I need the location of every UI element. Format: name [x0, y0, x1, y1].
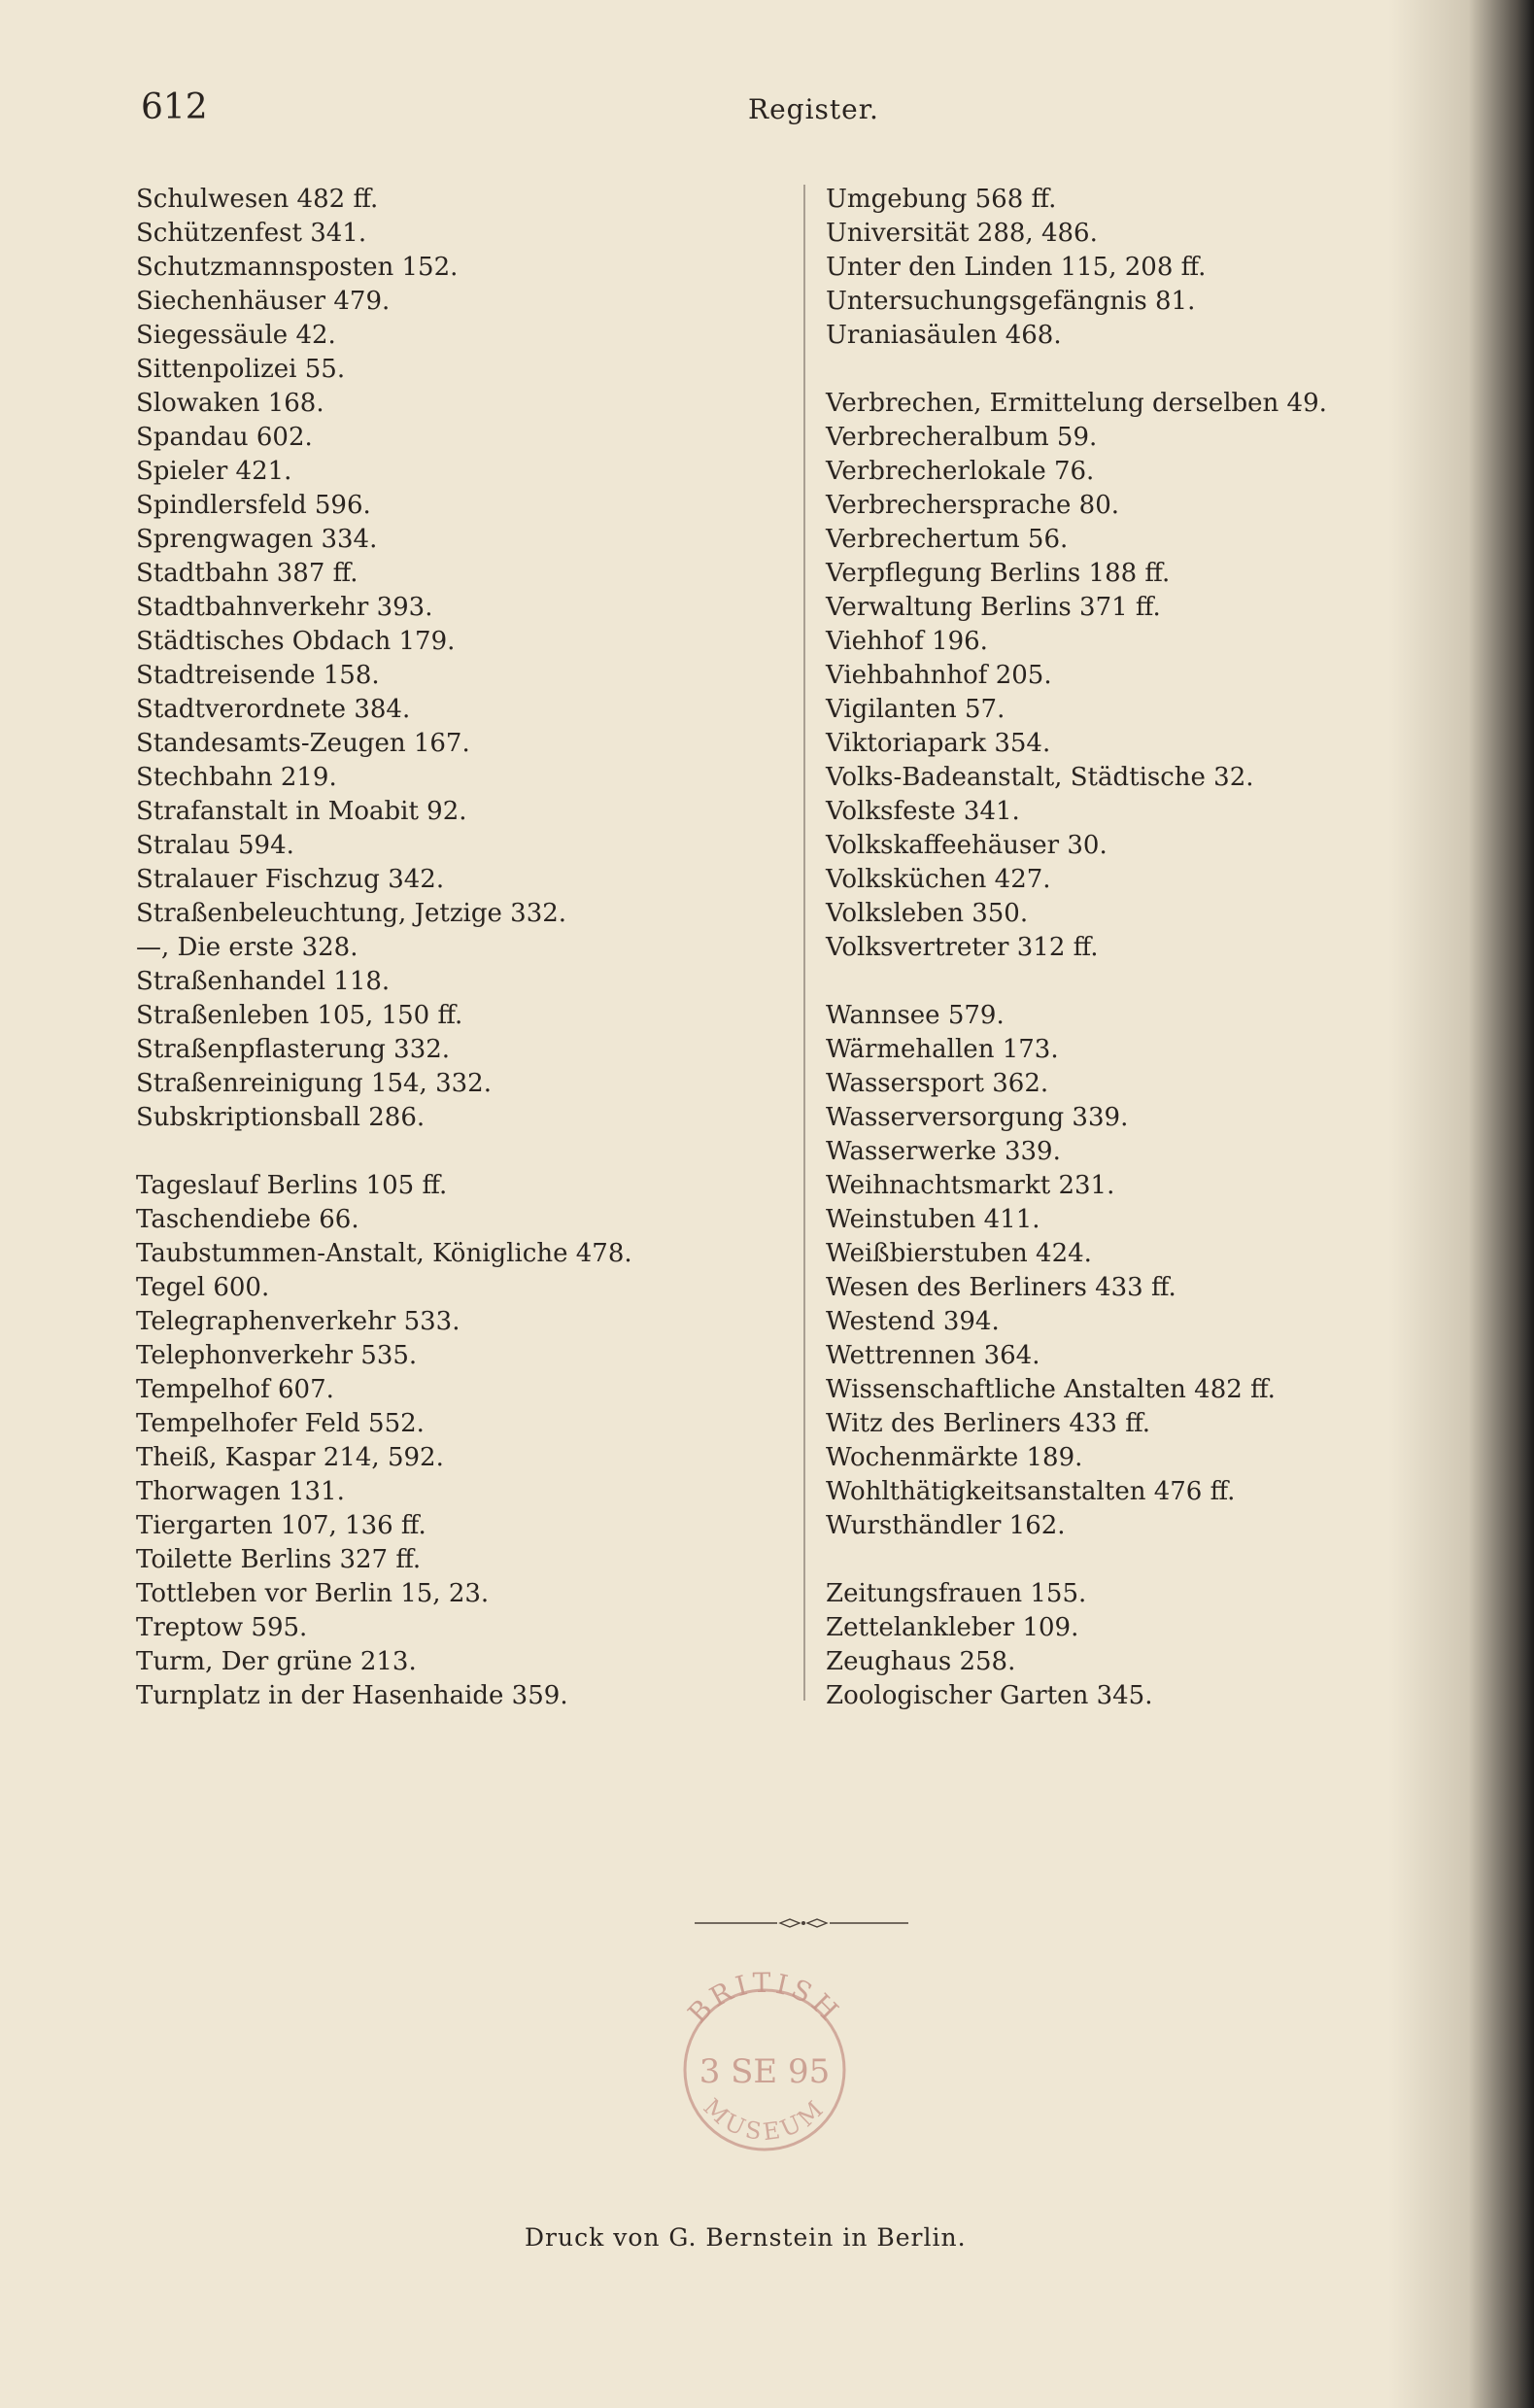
index-entry: Straßenpflasterung 332.	[136, 1035, 451, 1064]
printer-imprint: Druck von G. Bernstein in Berlin.	[525, 2223, 967, 2252]
index-entry: Wissenschaftliche Anstalten 482 ff.	[826, 1375, 1276, 1404]
index-entry: Wesen des Berliners 433 ff.	[826, 1273, 1176, 1302]
index-entry: Tiergarten 107, 136 ff.	[136, 1511, 426, 1540]
index-entry: Zoologischer Garten 345.	[826, 1681, 1153, 1710]
index-entry: Wasserwerke 339.	[826, 1137, 1061, 1166]
index-group-u	[826, 183, 1327, 353]
index-entry: Standesamts-Zeugen 167.	[136, 729, 470, 758]
svg-text:BRITISH	[682, 1968, 847, 2030]
index-entry: Stadtbahnverkehr 393.	[136, 593, 433, 622]
index-entry: Verbrecheralbum 59.	[826, 423, 1098, 452]
index-entry: Verbrechertum 56.	[826, 525, 1069, 554]
page-number: 612	[141, 87, 208, 127]
svg-text:MUSEUM	[699, 2093, 832, 2146]
index-entry: Telephonverkehr 535.	[136, 1341, 418, 1370]
index-entry: Straßenbeleuchtung, Jetzige 332.	[136, 899, 567, 928]
index-entry: Witz des Berliners 433 ff.	[826, 1409, 1151, 1438]
index-entry: Volkskaffeehäuser 30.	[826, 831, 1108, 860]
index-entry: Wannsee 579.	[826, 1001, 1005, 1030]
index-entry: Volksfeste 341.	[826, 797, 1020, 826]
index-entry: Turm, Der grüne 213.	[136, 1647, 417, 1676]
index-entry: Wettrennen 364.	[826, 1341, 1040, 1370]
index-entry: Toilette Berlins 327 ff.	[136, 1545, 422, 1574]
index-entry: Theiß, Kaspar 214, 592.	[136, 1443, 444, 1472]
index-entry: Spieler 421.	[136, 457, 292, 486]
index-entry: Stadtbahn 387 ff.	[136, 559, 358, 588]
index-column-left	[136, 183, 632, 1713]
museum-stamp	[653, 1968, 876, 2152]
index-entry: Subskriptionsball 286.	[136, 1103, 426, 1132]
index-entry: —, Die erste 328.	[136, 933, 358, 962]
index-entry: Volks-Badeanstalt, Städtische 32.	[826, 763, 1254, 792]
index-entry: Stralau 594.	[136, 831, 294, 860]
index-entry: Volksvertreter 312 ff.	[826, 933, 1099, 962]
index-entry: Weihnachtsmarkt 231.	[826, 1171, 1115, 1200]
index-group-w	[826, 999, 1327, 1543]
index-entry: Sittenpolizei 55.	[136, 355, 346, 384]
index-column-right	[826, 183, 1327, 1713]
index-entry: Zeitungsfrauen 155.	[826, 1579, 1087, 1608]
index-entry: Wasserversorgung 339.	[826, 1103, 1129, 1132]
index-entry: Uraniasäulen 468.	[826, 321, 1062, 350]
index-entry: Siechenhäuser 479.	[136, 287, 391, 316]
index-entry: Spindlersfeld 596.	[136, 491, 371, 520]
index-entry: Spandau 602.	[136, 423, 313, 452]
ornament-divider	[695, 1917, 908, 1929]
index-entry: Vigilanten 57.	[826, 695, 1006, 724]
index-entry: Taubstummen-Anstalt, Königliche 478.	[136, 1239, 632, 1268]
column-divider	[803, 185, 805, 1701]
index-entry: Taschendiebe 66.	[136, 1205, 359, 1234]
index-group-z	[826, 1577, 1327, 1713]
index-group-v	[826, 387, 1327, 965]
index-entry: Wärmehallen 173.	[826, 1035, 1059, 1064]
index-entry: Verwaltung Berlins 371 ff.	[826, 593, 1161, 622]
index-entry: Tempelhof 607.	[136, 1375, 334, 1404]
index-entry: Verbrecherlokale 76.	[826, 457, 1095, 486]
index-entry: Untersuchungsgefängnis 81.	[826, 287, 1196, 316]
index-entry: Städtisches Obdach 179.	[136, 627, 456, 656]
stamp-date: 3 SE 95	[699, 2052, 831, 2091]
index-entry: Tempelhofer Feld 552.	[136, 1409, 425, 1438]
index-entry: Siegessäule 42.	[136, 321, 336, 350]
index-entry: Schulwesen 482 ff.	[136, 185, 379, 214]
index-entry: Schützenfest 341.	[136, 219, 367, 248]
index-entry: Weißbierstuben 424.	[826, 1239, 1092, 1268]
index-entry: Viehbahnhof 205.	[826, 661, 1052, 690]
index-entry: Westend 394.	[826, 1307, 1000, 1336]
index-entry: Strafanstalt in Moabit 92.	[136, 797, 467, 826]
index-entry: Verbrechersprache 80.	[826, 491, 1120, 520]
index-entry: Straßenreinigung 154, 332.	[136, 1069, 492, 1098]
index-entry: Wochenmärkte 189.	[826, 1443, 1083, 1472]
index-entry: Weinstuben 411.	[826, 1205, 1040, 1234]
index-entry: Tottleben vor Berlin 15, 23.	[136, 1579, 490, 1608]
index-entry: Thorwagen 131.	[136, 1477, 345, 1506]
index-entry: Treptow 595.	[136, 1613, 308, 1642]
index-entry: Wursthändler 162.	[826, 1511, 1066, 1540]
index-entry: Stechbahn 219.	[136, 763, 337, 792]
index-entry: Verbrechen, Ermittelung derselben 49.	[826, 389, 1327, 418]
index-entry: Universität 288, 486.	[826, 219, 1098, 248]
page-edge-shadow	[1388, 0, 1534, 2408]
index-entry: Volksleben 350.	[826, 899, 1029, 928]
index-entry: Stadtreisende 158.	[136, 661, 380, 690]
index-entry: Wassersport 362.	[826, 1069, 1049, 1098]
index-entry: Telegraphenverkehr 533.	[136, 1307, 460, 1336]
index-entry: Unter den Linden 115, 208 ff.	[826, 253, 1207, 282]
index-entry: Umgebung 568 ff.	[826, 185, 1057, 214]
index-entry: Zeughaus 258.	[826, 1647, 1016, 1676]
index-entry: Slowaken 168.	[136, 389, 324, 418]
index-entry: Zettelankleber 109.	[826, 1613, 1079, 1642]
index-entry: Viktoriapark 354.	[826, 729, 1051, 758]
index-entry: Turnplatz in der Hasenhaide 359.	[136, 1681, 568, 1710]
index-entry: Tegel 600.	[136, 1273, 270, 1302]
index-entry: Sprengwagen 334.	[136, 525, 378, 554]
index-entry: Stadtverordnete 384.	[136, 695, 411, 724]
index-entry: Straßenhandel 118.	[136, 967, 391, 996]
index-entry: Schutzmannsposten 152.	[136, 253, 459, 282]
stamp-text-bottom: MUSEUM	[698, 2093, 832, 2147]
index-entry: Viehhof 196.	[826, 627, 988, 656]
index-entry: Stralauer Fischzug 342.	[136, 865, 445, 894]
index-entry: Verpflegung Berlins 188 ff.	[826, 559, 1171, 588]
index-entry: Volksküchen 427.	[826, 865, 1051, 894]
stamp-text-top: BRITISH	[681, 1968, 848, 2030]
index-entry: Wohlthätigkeitsanstalten 476 ff.	[826, 1477, 1236, 1506]
index-group-s	[136, 183, 632, 1135]
index-entry: Straßenleben 105, 150 ff.	[136, 1001, 463, 1030]
index-entry: Tageslauf Berlins 105 ff.	[136, 1171, 448, 1200]
running-title: Register.	[748, 93, 879, 125]
index-group-t	[136, 1169, 632, 1713]
